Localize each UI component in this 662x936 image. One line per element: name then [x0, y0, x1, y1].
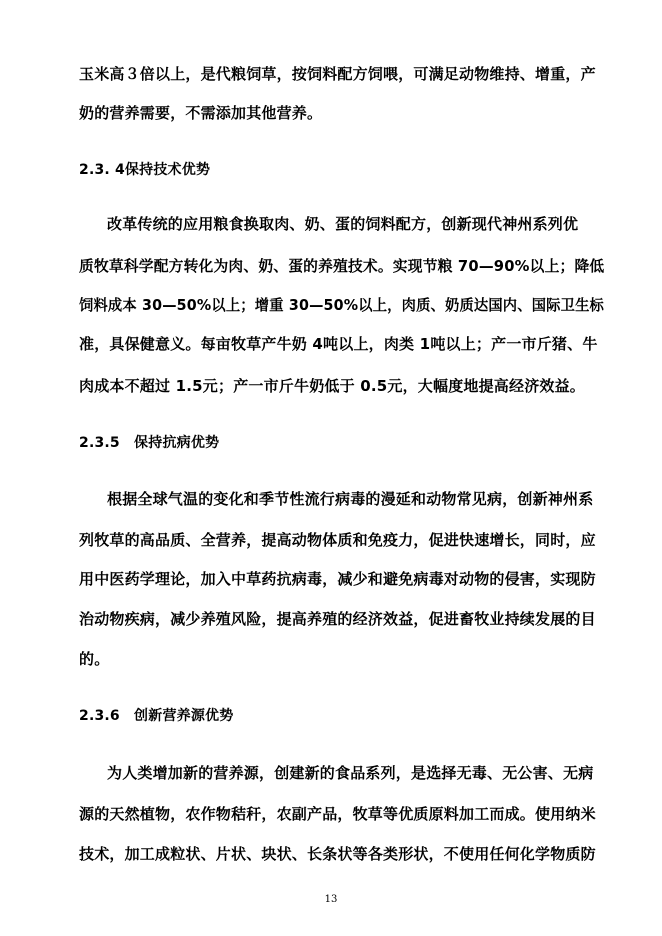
paragraph-line: 玉米高３倍以上，是代粮饲草，按饲料配方饲喂，可满足动物维持、增重，产	[79, 65, 596, 83]
paragraph-line: 质牧草科学配方转化为肉、奶、蛋的养殖技术。实现节粮 70—90%以上；降低	[79, 257, 605, 275]
paragraph-line: 用中医药学理论，加入中草药抗病毒，减少和避免病毒对动物的侵害，实现防	[79, 570, 596, 588]
paragraph-line: 饲料成本 30—50%以上；增重 30—50%以上，肉质、奶质达国内、国际卫生标	[79, 296, 605, 314]
paragraph-line: 准，具保健意义。每亩牧草产牛奶 4吨以上，肉类 1吨以上；产一市斤猪、牛	[79, 335, 598, 353]
paragraph-line: 治动物疾病，减少养殖风险，提高养殖的经济效益，促进畜牧业持续发展的目	[79, 610, 596, 628]
paragraph-line: 源的天然植物，农作物秸秆，农副产品，牧草等优质原料加工而成。使用纳米	[79, 805, 596, 823]
paragraph-line: 奶的营养需要，不需添加其他营养。	[79, 104, 323, 122]
paragraph-line: 技术，加工成粒状、片状、块状、长条状等各类形状，不使用任何化学物质防	[79, 845, 596, 863]
section-heading-2-3-6: 2.3.6 创新营养源优势	[79, 708, 234, 724]
paragraph-line: 的。	[79, 650, 110, 668]
paragraph-line: 肉成本不超过 1.5元；产一市斤牛奶低于 0.5元，大幅度地提高经济效益。	[79, 377, 585, 395]
paragraph-line: 列牧草的高品质、全营养，提高动物体质和免疫力，促进快速增长，同时，应	[79, 531, 596, 549]
section-heading-2-3-4: 2.3. 4保持技术优势	[79, 162, 211, 178]
section-heading-2-3-5: 2.3.5 保持抗病优势	[79, 435, 220, 451]
paragraph-line: 根据全球气温的变化和季节性流行病毒的漫延和动物常见病，创新神州系	[107, 490, 594, 508]
page-number: 13	[324, 894, 338, 905]
paragraph-line: 为人类增加新的营养源，创建新的食品系列，是选择无毒、无公害、无病	[107, 764, 594, 782]
paragraph-line: 改革传统的应用粮食换取肉、奶、蛋的饲料配方，创新现代神州系列优	[107, 215, 579, 233]
